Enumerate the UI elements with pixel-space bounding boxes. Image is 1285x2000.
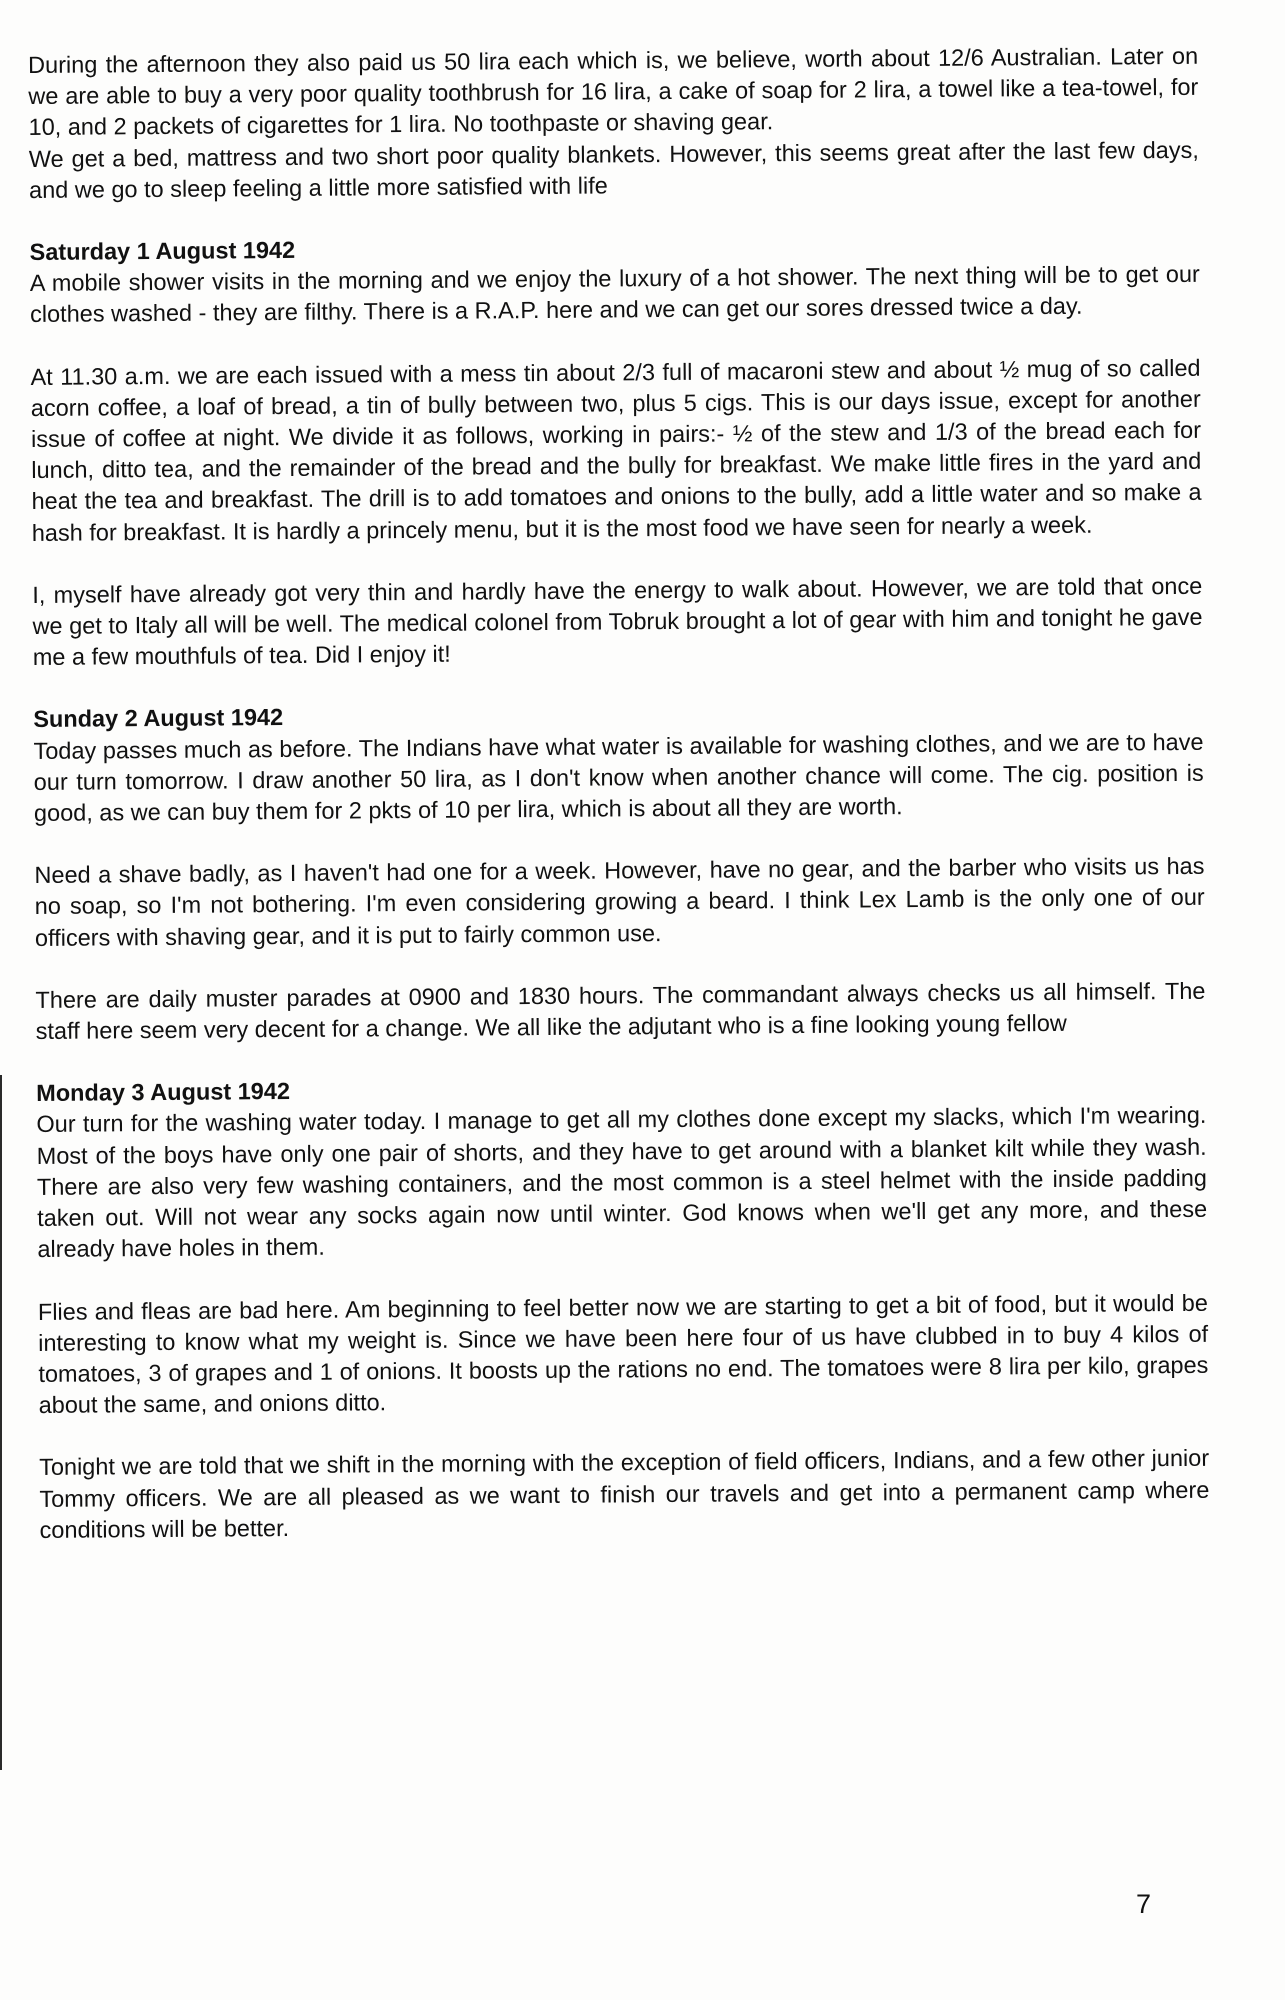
page-number: 7 [1136,1889,1152,1919]
entry-heading-monday: Monday 3 August 1942 [36,1078,291,1107]
monday-paragraph-3: Tonight we are told that we shift in the morning with the exception of field officers, Indians, and a few other junior Tommy officers. We are all pleased as we want to finish our travels and get into a permanent camp where conditions will be better. [39,1445,1210,1543]
monday-paragraph-2: Flies and fleas are bad here. Am beginning to feel better now we are starting to get a bit of food, but it would be interesting to know what my weight is. Since we have been here four of us have clubbed in to buy 4 kilos of tomatoes, 3 of grapes and 1 of onions. It boosts up the rations no end. The tomatoes were 8 lira per kilo, grapes about the same, and onions ditto. [37,1289,1209,1419]
sunday-paragraph-2: Need a shave badly, as I haven't had one for a week. However, have no gear, and the barber who visits us has no soap, so I'm not bothering. I'm even considering growing a beard. I think Lex Lamb is the only one of our officers with shaving gear, and it is put to fairly common use. [34,853,1205,951]
saturday-paragraph-3: I, myself have already got very thin and hardly have the energy to walk about. However, we are told that once we get to Italy all will be well. The medical colonel from Tobruk brought a lot of gear with him and tonight he gave me a few mouthfuls of tea. Did I enjoy it! [32,572,1203,671]
sunday-paragraph-3: There are daily muster parades at 0900 and 1830 hours. The commandant always checks us all himself. The staff here seem very decent for a change. We all like the adjutant who is a fine looking young fellow [35,977,1206,1045]
sunday-paragraph-1: Today passes much as before. The Indians have what water is available for washing clothes, and we are to have our turn tomorrow. I draw another 50 lira, as I don't know when another chance will come. The cig. position is good, as we can buy them for 2 pkts of 10 per lira, which is about all they are worth. [33,728,1204,827]
intro-paragraph-2: We get a bed, mattress and two short poor quality blankets. However, this seems great after the last few days, and we go to sleep feeling a little more satisfied with life [28,136,1199,203]
diary-text [28,41,1210,1546]
entry-heading-sunday: Sunday 2 August 1942 [33,704,284,733]
intro-paragraph-1: During the afternoon they also paid us 50 lira each which is, we believe, worth about 12/6 Australian. Later on we are able to buy a very poor quality toothbrush for 16 lira, a cake of soap for 2 lira, a towel like a tea-towel, for 10, and 2 packets of cigarettes for 1 lira. No toothpaste or shaving gear. [28,42,1199,141]
saturday-paragraph-1: A mobile shower visits in the morning and we enjoy the luxury of a hot shower. The next thing will be to get our clothes washed - they are filthy. There is a R.A.P. here and we can get our sores dressed twice a day. [29,261,1200,328]
page-edge-shadow [0,1075,2,1770]
monday-paragraph-1: Our turn for the washing water today. I manage to get all my clothes done except my slacks, which I'm wearing. Most of the boys have only one pair of shorts, and they have to get around with a blanket kilt while they wash. There are also very few washing containers, and the most common is a steel helmet with the inside padding taken out. Will not wear any socks again now until winter. God knows when we'll get any more, and these already have holes in them. [36,1102,1208,1263]
saturday-paragraph-2: At 11.30 a.m. we are each issued with a mess tin about 2/3 full of macaroni stew and about ½ mug of so called acorn coffee, a loaf of bread, a tin of bully between two, plus 5 cigs. This is our days issue, except for another issue of coffee at night. We divide it as follows, working in pairs:- ½ of the stew and 1/3 of the bread each for lunch, ditto tea, and the remainder of the bread and the bully for breakfast. We make little fires in the yard and heat the tea and breakfast. The drill is to add tomatoes and onions to the bully, add a little water and so make a hash for breakfast. It is hardly a princely menu, but it is the most food we have seen for nearly a week. [30,354,1202,546]
entry-heading-saturday: Saturday 1 August 1942 [29,236,296,266]
